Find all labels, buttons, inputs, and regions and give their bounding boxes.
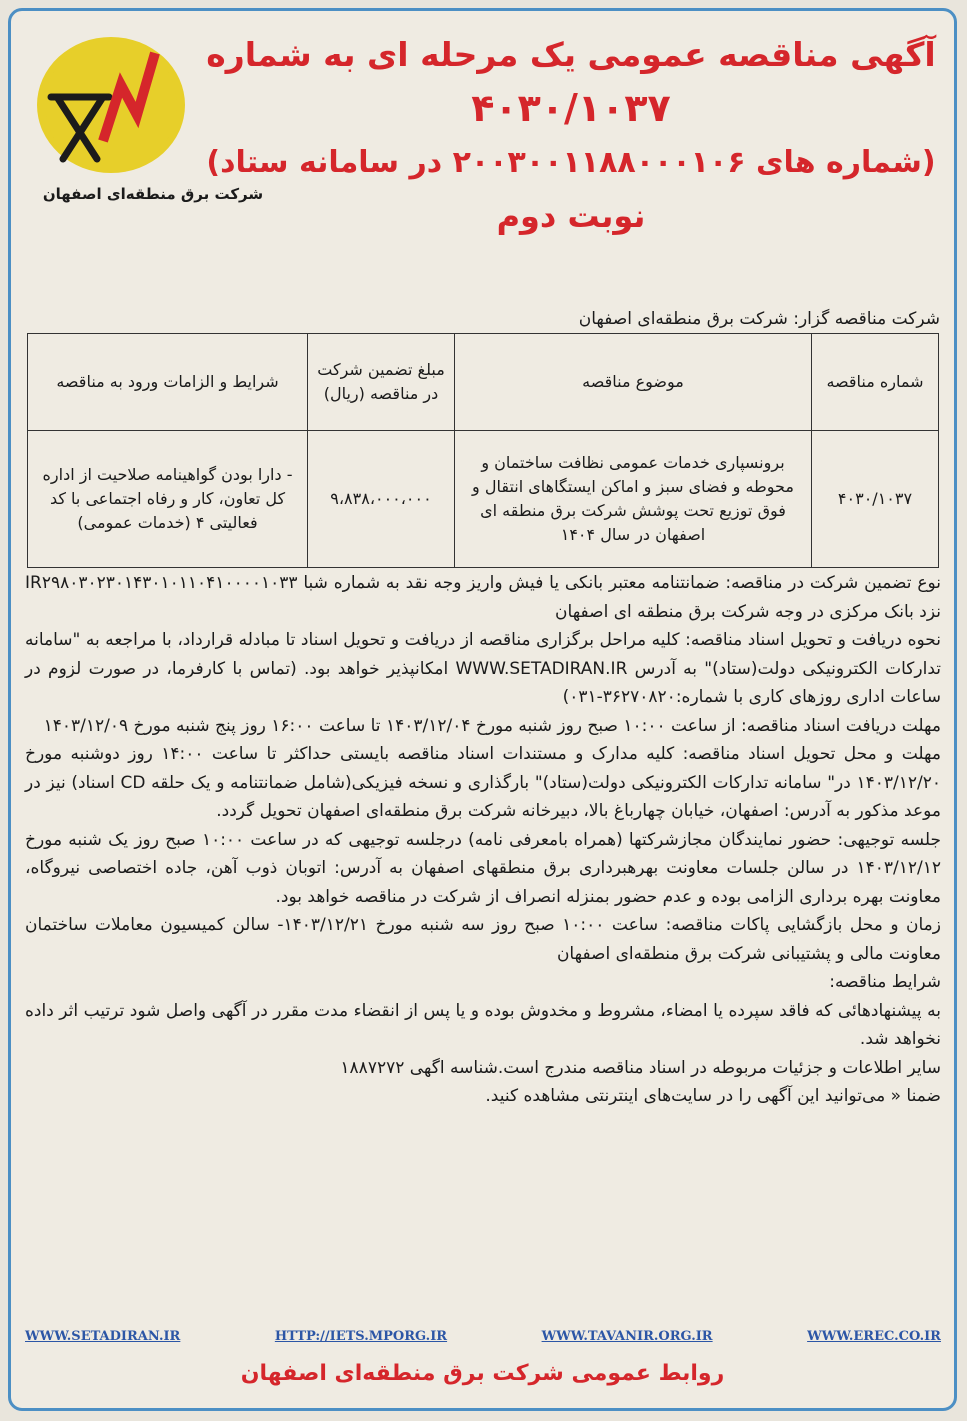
title-line-1: آگهی مناقصه عمومی یک مرحله ای به شماره (206, 35, 936, 74)
table-row (28, 431, 939, 568)
company-logo (37, 37, 185, 173)
docs-deadline-paragraph: مهلت دریافت اسناد مناقصه: از ساعت ۱۰:۰۰ صبح روز شنبه مورخ ۱۴۰۳/۱۲/۰۴ تا ساعت ۱۶:۰۰ روز پنج شنبه مورخ ۱۴۰۳/۱۲/۰۹ (43, 715, 941, 736)
cell-subject: برونسپاری خدمات عمومی نظافت ساختمان و محوطه و فضای سبز و اماکن ایستگاهای انتقال و فوق توزیع تحت پوشش شرکت برق منطقه ای اصفهان در سال ۱۴۰۴ (455, 431, 812, 568)
company-name: شرکت برق منطقه‌ای اصفهان (42, 185, 264, 203)
link-erec[interactable]: WWW.EREC.CO.IR (807, 1329, 941, 1344)
submission-paragraph: مهلت و محل تحویل اسناد مناقصه: کلیه مدارک و مستندات اسناد مناقصه بایستی حداکثر تا ساعت ۱۴:۰۰ روز دوشنبه مورخ ۱۴۰۳/۱۲/۲۰ در" سامانه تدارکات الکترونیکی دولت(ستاد)" بارگذاری و نسخه فیزیکی(شامل ضمانتنامه و یک حلقه CD اسناد) نیز در موعد مذکور به آدرس: اصفهان، خیابان چهارباغ بالا، دبیرخانه شرکت برق منطقه‌ای اصفهان تحویل گردد. (25, 744, 941, 821)
conditions-paragraph: به پیشنهادهائی که فاقد سپرده یا امضاء، مشروط و مخدوش بوده و یا پس از انقضاء مدت مقرر در آگهی واصل شود ترتیب اثر داده نخواهد شد. (25, 1000, 941, 1049)
header-subject: موضوع مناقصه (455, 334, 812, 431)
title-block (201, 31, 941, 243)
announcement-body (25, 569, 941, 1111)
issuer-line: شرکت مناقصه گزار: شرکت برق منطقه‌ای اصفهان (578, 309, 940, 329)
online-paragraph: ضمنا « می‌توانید این آگهی را در سایت‌های اینترنتی مشاهده کنید. (485, 1086, 941, 1106)
docs-receipt-paragraph: نحوه دریافت و تحویل اسناد مناقصه: کلیه مراحل برگزاری مناقصه از دریافت و تحویل اسناد تا مبادله قرارداد، با مراجعه به "سامانه تدارکات الکترونیکی دولت(ستاد)" به آدرس WWW.SETADIRAN.IR امکانپذیر خواهد بود. (تماس با کارفرما، در صورت لزوم در ساعات اداری روزهای کاری با شماره:۳۶۲۷۰۸۲۰-۰۳۱) (25, 630, 941, 707)
setad-number-title: (شماره های ۲۰۰۳۰۰۱۱۸۸۰۰۰۱۰۶ در سامانه ستاد) (206, 145, 936, 180)
header (11, 11, 954, 311)
cell-conditions: - دارا بودن گواهینامه صلاحیت از اداره کل تعاون، کار و رفاه اجتماعی با کد فعالیتی ۴ (خدمات عمومی) (28, 431, 308, 568)
opening-paragraph: زمان و محل بازگشایی پاکات مناقصه: ساعت ۱۰:۰۰ صبح روز سه شنبه مورخ ۱۴۰۳/۱۲/۲۱- سالن کمیسیون معاملات ساختمان معاونت مالی و پشتیبانی شرکت برق منطقه‌ای اصفهان (25, 915, 942, 964)
guarantee-paragraph: نوع تضمین شرکت در مناقصه: ضمانتنامه معتبر بانکی یا فیش واریز وجه نقد به شماره شبا IR۲۹۸۰۳۰۲۳۰۱۴۳۰۱۰۱۱۰۴۱۰۰۰۰۱۰۳۳ نزد بانک مرکزی در وجه شرکت برق منطقه ای اصفهان (25, 573, 941, 622)
header-conditions: شرایط و الزامات ورود به مناقصه (28, 334, 308, 431)
round-title: نوبت دوم (496, 197, 646, 235)
footer-public-relations: روابط عمومی شرکت برق منطقه‌ای اصفهان (240, 1361, 725, 1386)
advertisement-page (8, 8, 957, 1411)
link-iets[interactable]: HTTP://IETS.MPORG.IR (274, 1329, 448, 1344)
link-setadiran[interactable]: WWW.SETADIRAN.IR (25, 1329, 181, 1344)
header-number: شماره مناقصه (812, 334, 939, 431)
briefing-paragraph: جلسه توجیهی: حضور نمایندگان مجازشرکتها (همراه بامعرفی نامه) درجلسه توجیهی که در ساعت ۱۰:۰۰ صبح روز یک شنبه مورخ ۱۴۰۳/۱۲/۱۲ در سالن جلسات معاونت بهرهبرداری برق منطقهای اصفهان به آدرس: اتوبان ذوب آهن، جاده اختصاصی نیروگاه، معاونت بهره برداری الزامی بوده و عدم حضور بمنزله انصراف از شرکت در مناقصه خواهد بود. (25, 829, 941, 907)
tender-table (27, 333, 939, 568)
tender-number-title: ۴۰۳۰/۱۰۳۷ (471, 86, 671, 130)
power-tower-icon (37, 37, 185, 173)
cell-amount: ۹،۸۳۸،۰۰۰،۰۰۰ (308, 431, 455, 568)
header-amount: مبلغ تضمین شرکت در مناقصه (ریال) (308, 334, 455, 431)
link-tavanir[interactable]: WWW.TAVANIR.ORG.IR (541, 1329, 713, 1344)
other-info-paragraph: سایر اطلاعات و جزئیات مربوطه در اسناد مناقصه مندرج است.شناسه اگهی ۱۸۸۷۲۷۲ (340, 1057, 941, 1078)
conditions-title: شرایط مناقصه: (829, 972, 941, 992)
cell-number: ۴۰۳۰/۱۰۳۷ (812, 431, 939, 568)
table-header-row (28, 334, 939, 431)
website-links (25, 1329, 941, 1353)
